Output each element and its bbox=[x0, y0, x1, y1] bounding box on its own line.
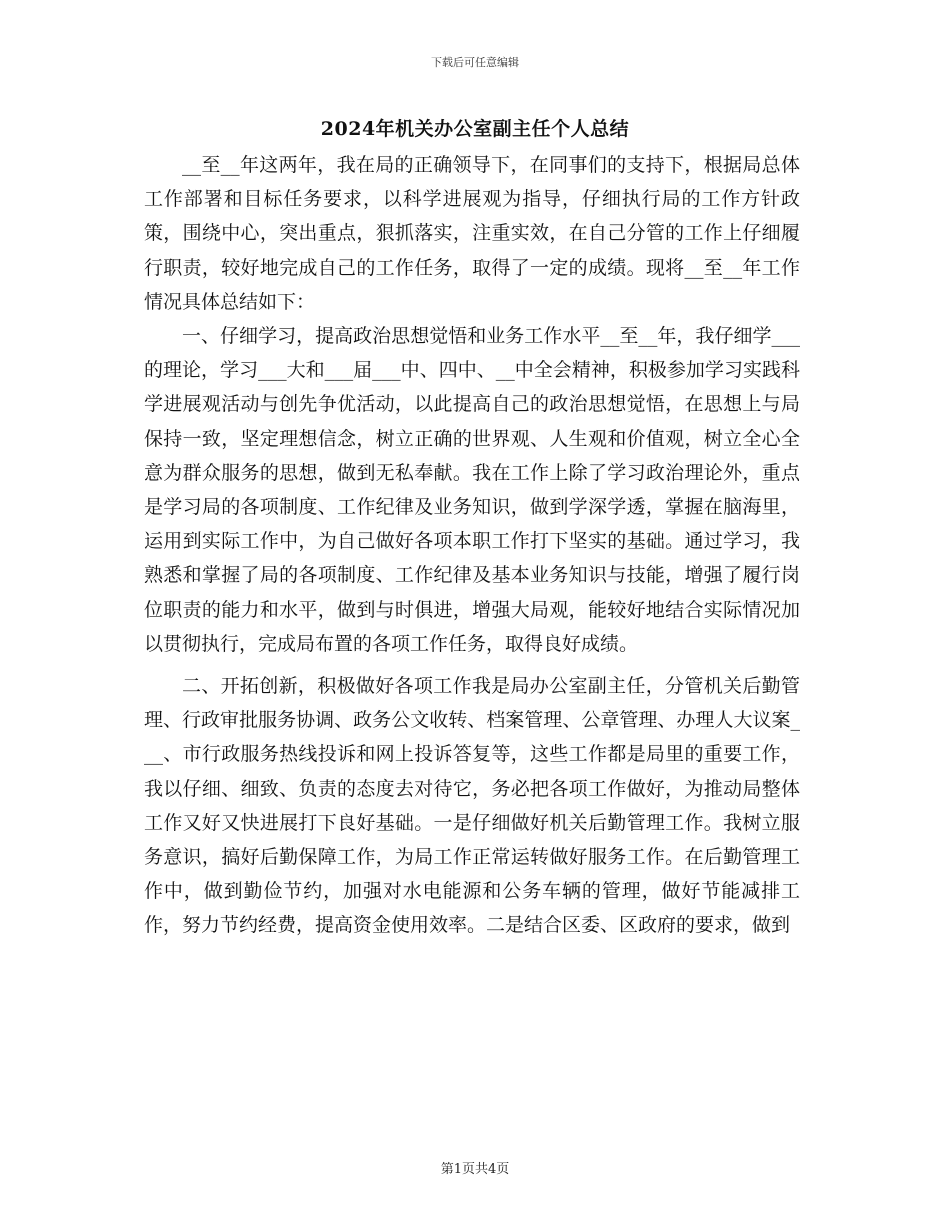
paragraph-intro: __至__年这两年，我在局的正确领导下，在同事们的支持下，根据局总体工作部署和目标任务要求，以科学进展观为指导，仔细执行局的工作方针政策，围绕中心，突出重点，狠抓落实，注重实效，在自己分管的工作上仔细履行职责，较好地完成自己的工作任务，取得了一定的成绩。现将__至__年工作情况具体总结如下： bbox=[144, 154, 800, 313]
paragraph-study: 一、仔细学习，提高政治思想觉悟和业务工作水平__至__年，我仔细学___的理论，学习___大和___届___中、四中、__中全会精神，积极参加学习实践科学进展观活动与创先争优活动，以此提高自己的政治思想觉悟，在思想上与局保持一致，坚定理想信念，树立正确的世界观、人生观和价值观，树立全心全意为群众服务的思想，做到无私奉献。我在工作上除了学习政治理论外，重点是学习局的各项制度、工作纪律及业务知识，做到学深学透，掌握在脑海里，运用到实际工作中，为自己做好各项本职工作打下坚实的基础。通过学习，我熟悉和掌握了局的各项制度、工作纪律及基本业务知识与技能，增强了履行岗位职责的能力和水平，做到与时俱进，增强大局观，能较好地结合实际情况加以贯彻执行，完成局布置的各项工作任务，取得良好成绩。 bbox=[144, 325, 800, 655]
paragraph-innovation: 二、开拓创新，积极做好各项工作我是局办公室副主任，分管机关后勤管理、行政审批服务协调、政务公文收转、档案管理、公章管理、办理人大议案___、市行政服务热线投诉和网上投诉答复等，这些工作都是局里的重要工作，我以仔细、细致、负责的态度去对待它，务必把各项工作做好，为推动局整体工作又好又快进展打下良好基础。一是仔细做好机关后勤管理工作。我树立服务意识，搞好后勤保障工作，为局工作正常运转做好服务工作。在后勤管理工作中，做到勤俭节约，加强对水电能源和公务车辆的管理，做好节能减排工作，努力节约经费，提高资金使用效率。二是结合区委、区政府的要求，做到 bbox=[144, 675, 800, 937]
header-note: 下载后可任意编辑 bbox=[431, 56, 519, 69]
document-body bbox=[144, 148, 800, 943]
page-number: 第1页共4页 bbox=[440, 1162, 510, 1177]
document-title: 2024年机关办公室副主任个人总结 bbox=[320, 118, 630, 140]
